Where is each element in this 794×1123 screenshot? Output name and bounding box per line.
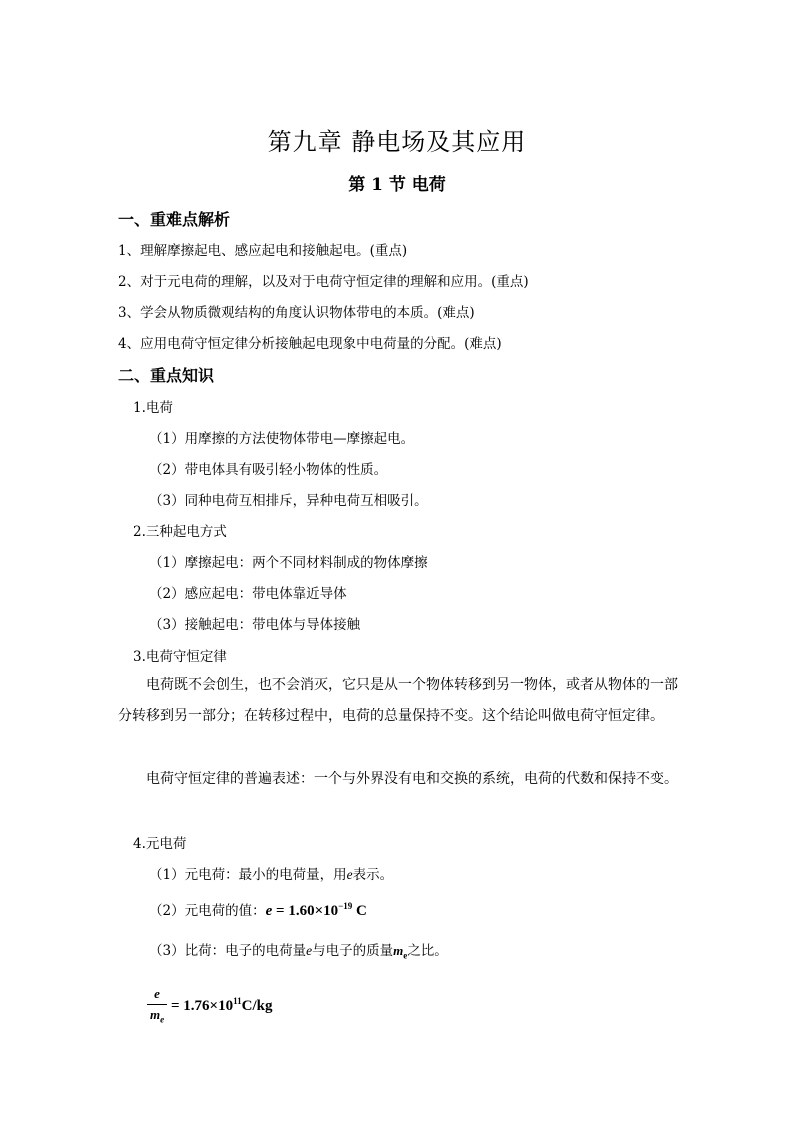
formula-unit: C (352, 903, 367, 919)
symbol-e: e (346, 867, 353, 882)
item-text: （2）元电荷的值： (149, 903, 266, 919)
formula-var: e (265, 903, 273, 919)
list-item: 1、理解摩擦起电、感应起电和接触起电。(重点) (118, 243, 408, 259)
fraction-bar (147, 1004, 167, 1005)
item-text: 之比。 (407, 943, 448, 959)
paragraph-text: 电荷既不会创生，也不会消灭，它只是从一个物体转移到另一物体，或者从物体的一部分转移到另一部分；在转移过程中，电荷的总量保持不变。这个结论叫做电荷守恒定律。 (118, 677, 678, 724)
symbol-m-sub: e (403, 950, 408, 961)
subsection-title: 3.电荷守恒定律 (133, 649, 227, 665)
symbol-e: e (306, 943, 313, 958)
denominator-m: m (149, 1007, 161, 1022)
fraction-numerator: e (154, 986, 160, 1001)
elementary-charge-formula (266, 903, 367, 919)
paragraph-text: 电荷守恒定律的普遍表述：一个与外界没有电和交换的系统，电荷的代数和保持不变。 (146, 771, 678, 787)
list-item (149, 939, 448, 961)
heading-key-difficulties: 一、重难点解析 (118, 210, 231, 229)
list-item: （3）接触起电：带电体与导体接触 (149, 617, 361, 633)
paragraph (118, 764, 678, 795)
formula-exponent: −19 (338, 901, 353, 911)
subsection-title: 4.元电荷 (133, 836, 187, 852)
list-item (149, 863, 393, 883)
paragraph (118, 670, 678, 732)
item-text: 与电子的质量 (312, 943, 394, 959)
list-item: （1）用摩擦的方法使物体带电—摩擦起电。 (149, 431, 415, 447)
section-title: 第 1 节 电荷 (348, 175, 446, 195)
heading-key-knowledge: 二、重点知识 (118, 366, 215, 385)
specific-charge-formula (147, 986, 272, 1025)
symbol-me (393, 943, 408, 961)
list-item: 3、学会从物质微观结构的角度认识物体带电的本质。(难点) (118, 305, 475, 321)
ratio-exponent: 11 (233, 995, 242, 1006)
subsection-title: 1.电荷 (133, 400, 173, 416)
item-text: （1）元电荷：最小的电荷量，用 (149, 867, 347, 883)
formula-value: = 1.60×10 (272, 903, 339, 919)
ratio-value (171, 996, 272, 1015)
item-text: （3）比荷：电子的电荷量 (149, 943, 307, 959)
denominator-sub: e (160, 1014, 165, 1025)
fraction (147, 986, 167, 1025)
list-item: （1）摩擦起电：两个不同材料制成的物体摩擦 (149, 555, 428, 571)
list-item: 4、应用电荷守恒定律分析接触起电现象中电荷量的分配。(难点) (118, 336, 502, 352)
ratio-unit: C/kg (241, 997, 273, 1014)
list-item: （3）同种电荷互相排斥，异种电荷互相吸引。 (149, 493, 428, 509)
ratio-eq: = 1.76×10 (171, 997, 234, 1014)
symbol-m: m (393, 943, 404, 958)
chapter-title: 第九章 静电场及其应用 (267, 128, 527, 156)
subsection-title: 2.三种起电方式 (133, 524, 227, 540)
fraction-denominator (150, 1007, 164, 1025)
list-item: 2、对于元电荷的理解，以及对于电荷守恒定律的理解和应用。(重点) (118, 274, 529, 290)
list-item: （2）感应起电：带电体靠近导体 (149, 586, 347, 602)
item-text: 表示。 (352, 867, 394, 883)
list-item: （2）带电体具有吸引轻小物体的性质。 (149, 462, 388, 478)
list-item (149, 899, 367, 920)
